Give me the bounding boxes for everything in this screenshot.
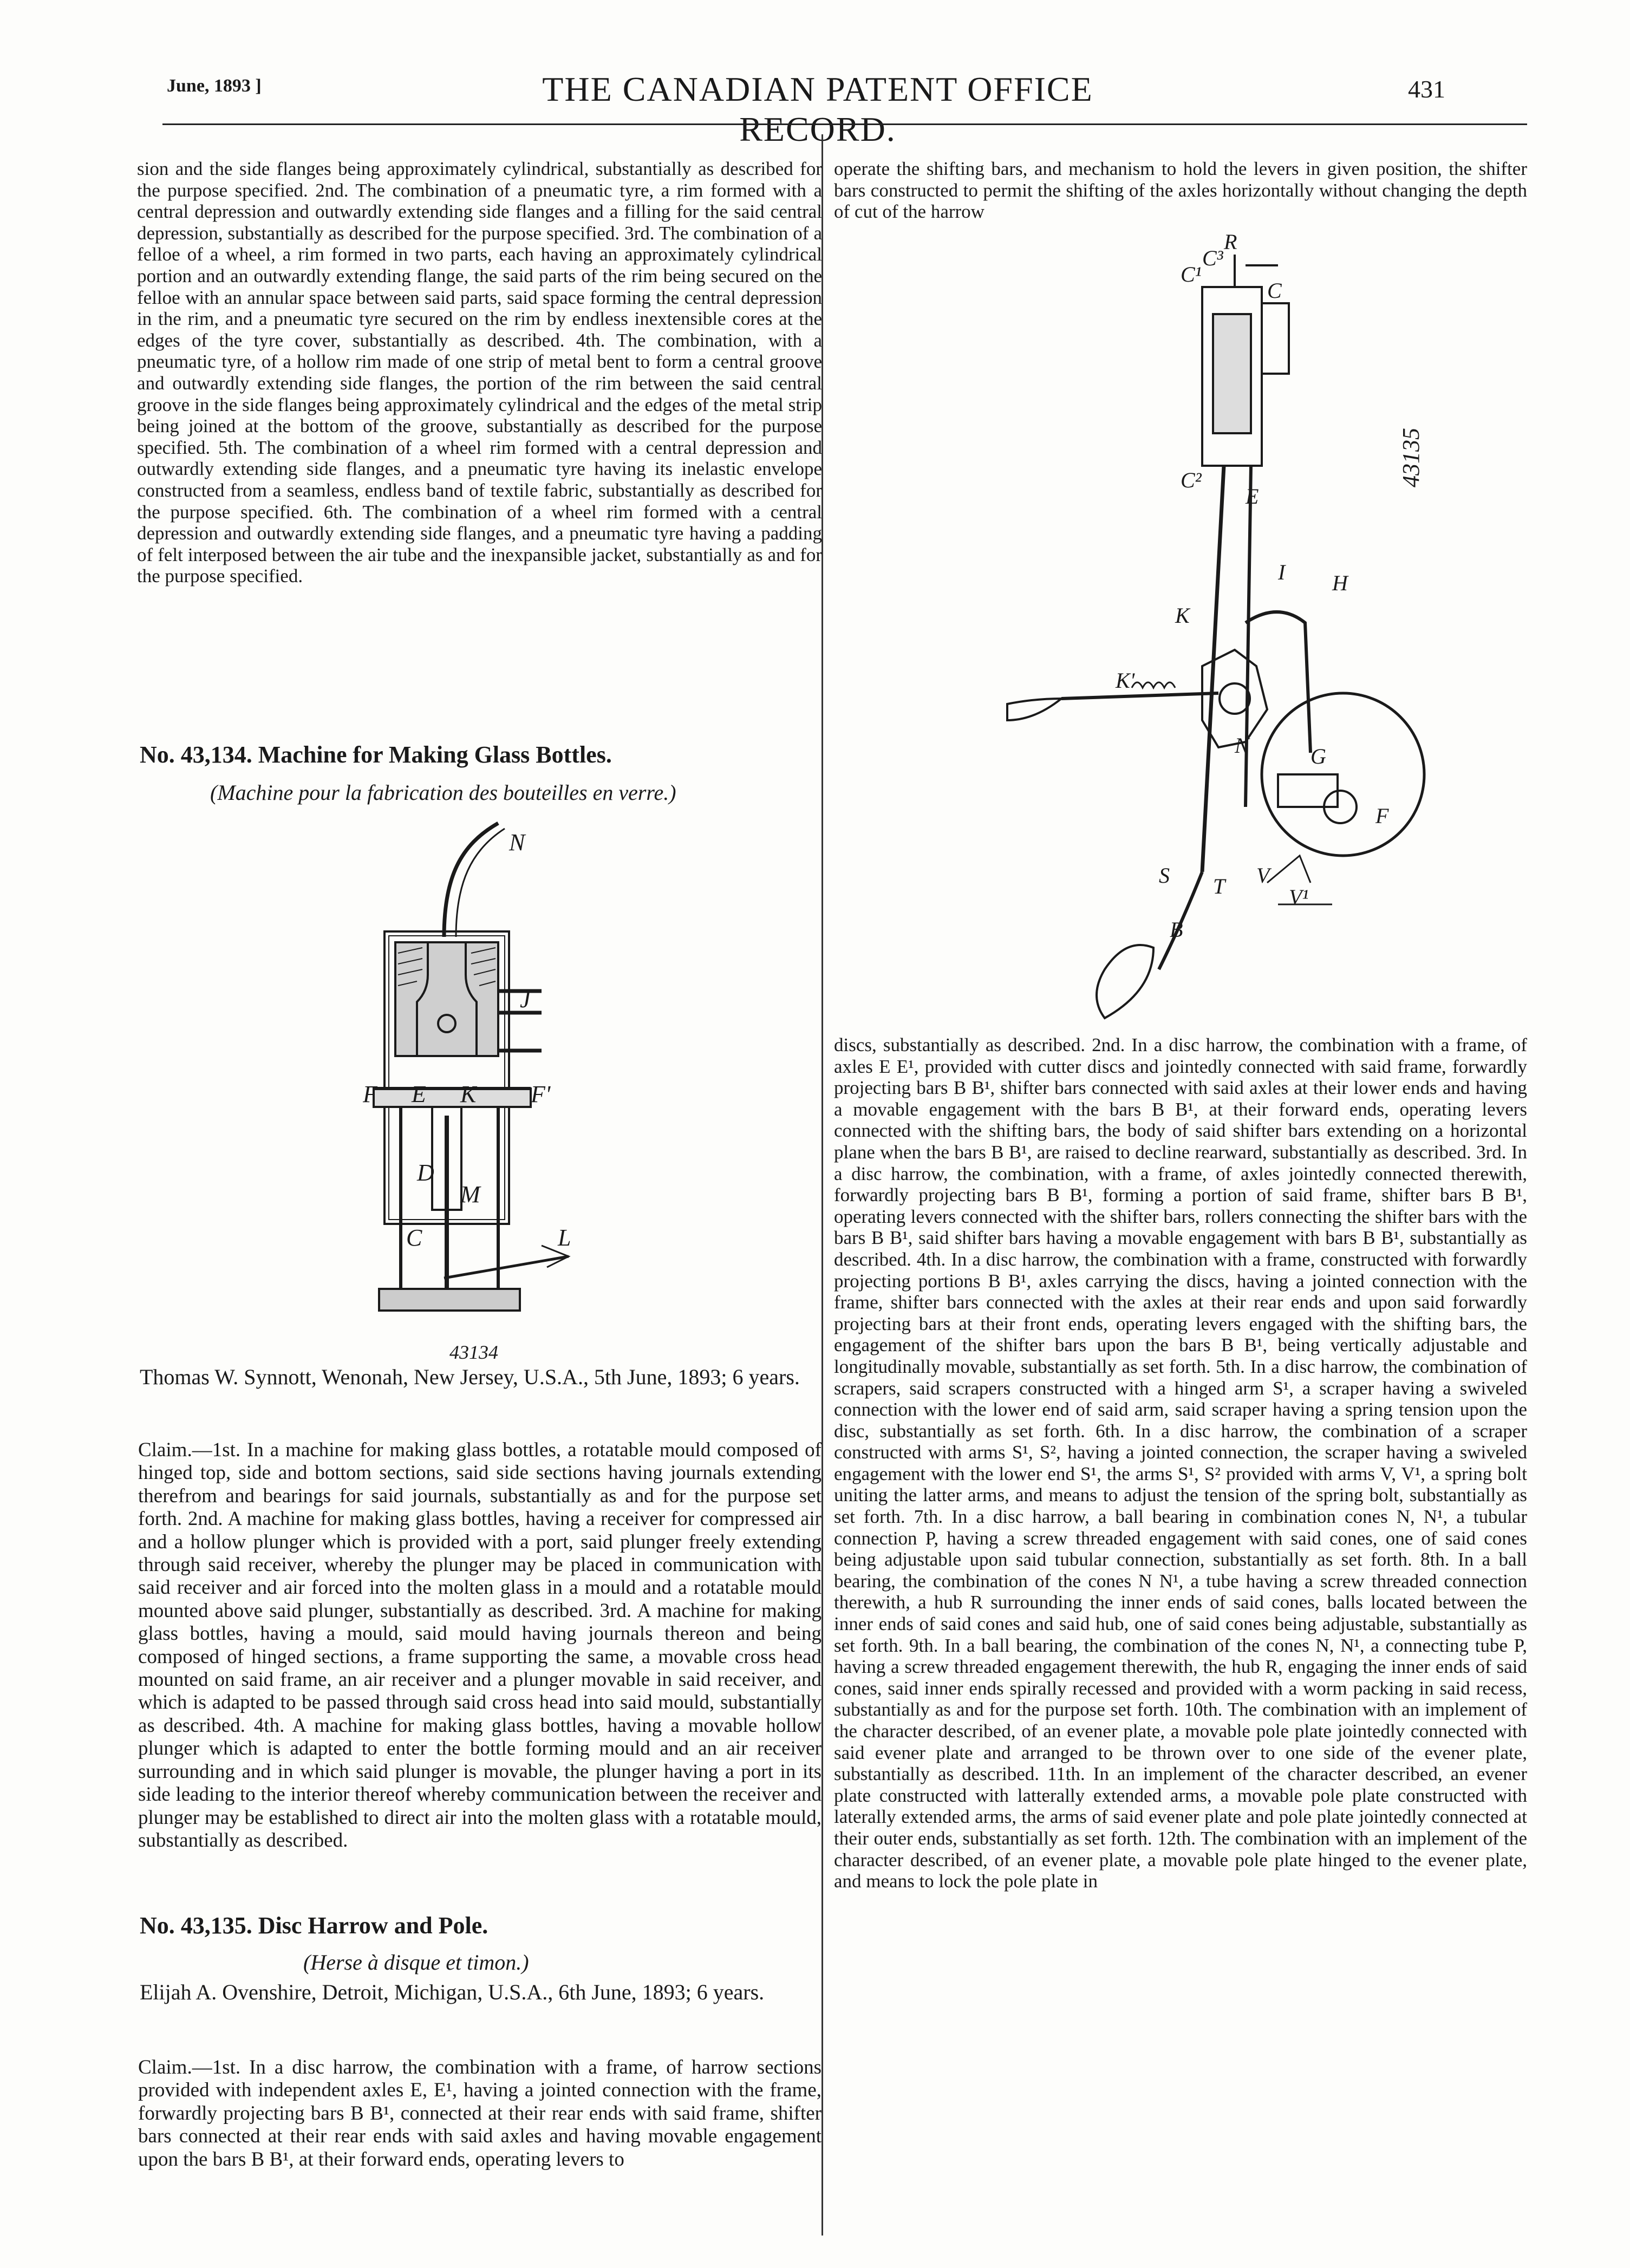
fig2-label-n: N — [1235, 733, 1249, 758]
fig2-label-k1: K' — [1116, 668, 1135, 693]
figure-caption-43135: 43135 — [1398, 428, 1424, 487]
fig-label-f: F — [363, 1081, 377, 1107]
fig-label-m: M — [460, 1181, 480, 1208]
right-continued-text: operate the shifting bars, and mechanism to hold the levers in given position, the shifter bars constructed to permit the shifting of the axles horizontally without changing the depth of cut of the harrow — [834, 158, 1527, 223]
figure-caption-43134: 43134 — [449, 1341, 498, 1363]
right-continued-claims — [834, 158, 1527, 223]
disc-harrow-figure — [899, 233, 1440, 1024]
fig2-label-t: T — [1213, 874, 1225, 898]
fig-label-e: E — [412, 1081, 426, 1107]
header-rule — [162, 123, 1527, 125]
page-number: 431 — [1408, 75, 1445, 103]
continued-claims-text: sion and the side flanges being approximately cylindrical, substantially as described for the purpose specified. 2nd. The combination of a pneumatic tyre, a rim formed with a central depression and outwardly extending side flanges and a filling for the said central depression, substantially as described for the purpose specified. 3rd. The combination of a felloe of a wheel, a rim formed in two parts, each having an approximately cylindrical portion and an outwardly extending flange, the said parts of the rim being secured on the felloe with an annular space between said parts, said space forming the central depression in the rim, and a pneumatic tyre secured on the rim by endless inextensible cores at the edges of the tyre cover, substantially as described. 4th. The combination, with a pneumatic tyre, of a hollow rim made of one strip of metal bent to form a central groove and outwardly extending side flanges, the portion of the rim between the said central groove in the side flanges being approximately cylindrical and the edges of the metal strip being joined at the bottom of the groove, substantially as described for the purpose specified. 5th. The combination of a wheel rim formed with a central depression and outwardly extending side flanges, and a pneumatic tyre having its inelastic envelope constructed from a seamless, endless band of textile fabric, substantially as described for the purpose specified. 6th. The combination of a wheel rim formed with a central depression and outwardly extending side flanges, and a pneumatic tyre having a padding of felt interposed between the air tube and the inexpansible jacket, substantially as and for the purpose specified. — [137, 158, 822, 587]
inventor-43135: Elijah A. Ovenshire, Detroit, Michigan, U.S.A., 6th June, 1893; 6 years. — [140, 1980, 765, 2004]
fig2-label-v1: V¹ — [1289, 885, 1309, 909]
patent-43134-heading: No. 43,134. Machine for Making Glass Bottles. — [140, 741, 612, 768]
publication-title: THE CANADIAN PATENT OFFICE RECORD. — [542, 70, 1093, 148]
fig2-label-v: V — [1256, 863, 1270, 888]
fig-label-j: J — [520, 986, 531, 1013]
fig2-label-c3: C³ — [1202, 246, 1223, 270]
fig2-label-b: B — [1170, 917, 1183, 942]
fig2-label-r: R — [1224, 233, 1237, 254]
fig2-label-c1: C¹ — [1181, 262, 1202, 286]
fig2-label-g: G — [1310, 744, 1326, 768]
claims-43134-text: Claim.—1st. In a machine for making glass bottles, a rotatable mould composed of hinged top, side and bottom sections, said side sections having journals extending therefrom and bearings for said journals, substantially as and for the purpose set forth. 2nd. A machine for making glass bottles, having a receiver for compressed air and a hollow plunger which is provided with a port, said plunger freely extending through said receiver, whereby the plunger may be placed in communication with said receiver and air forced into the molten glass in a mould and a rotatable mould mounted above said plunger, substantially as described. 3rd. A machine for making glass bottles, having a mould, said mould having journals thereon and being composed of hinged sections, a frame supporting the same, a movable cross head mounted on said frame, an air receiver and a plunger movable in said receiver, and which is adapted to be passed through said cross head into said mould, substantially as described. 4th. A machine for making glass bottles, having a movable hollow plunger which is adapted to enter the bottle forming mould and an air receiver surrounding and in which said plunger is movable, the plunger having a port in its side leading to the interior thereof whereby communication between the receiver and plunger may be established to direct air into the molten glass with a rotatable mould, substantially as described. — [138, 1439, 821, 1852]
issue-date: June, 1893 ] — [167, 76, 262, 96]
fig2-label-h: H — [1332, 571, 1348, 595]
fig2-label-e: E — [1246, 484, 1259, 509]
claims-43135-start-text: Claim.—1st. In a disc harrow, the combination with a frame, of harrow sections provided with independent axles E, E¹, having a jointed connection with the frame, forwardly projecting bars B B¹, connected at their rear ends with said frame, shifter bars connected at their rear ends with said axles and having movable engagement upon the bars B B¹, at their forward ends, operating levers to — [138, 2056, 821, 2171]
fig-label-n: N — [509, 829, 525, 856]
fig-label-k: K — [460, 1081, 477, 1107]
patent-43135-subheading: (Herse à disque et timon.) — [303, 1950, 529, 1974]
patent-43134-subheading: (Machine pour la fabrication des bouteilles en verre.) — [210, 780, 676, 805]
fig-label-l: L — [558, 1224, 571, 1251]
fig2-label-i: I — [1278, 560, 1286, 584]
glass-bottle-machine-figure — [363, 812, 590, 1365]
fig-label-d: D — [417, 1159, 434, 1186]
fig2-label-c: C — [1267, 278, 1282, 303]
fig2-label-c2: C² — [1181, 468, 1202, 492]
fig-label-c: C — [406, 1224, 422, 1251]
fig2-label-k: K — [1175, 603, 1190, 628]
claims-43135-start — [138, 2036, 821, 2191]
claims-43134 — [138, 1419, 821, 1872]
right-claims-text: discs, substantially as described. 2nd. In a disc harrow, the combination with a frame, of axles E E¹, provided with cutter discs and jointedly connected with said frame, forwardly projecting bars B B¹, shifter bars connected with said axles at their lower ends and having a movable engagement with the bars B B¹, at their forward ends, operating levers connected with the shifting bars, the body of said shifter bars extending on a horizontal plane when the bars B B¹, are raised to decline rearward, substantially as described. 3rd. In a disc harrow, the combination, with a frame, of axles jointedly connected therewith, forwardly projecting bars B B¹, forming a portion of said frame, shifter bars B B¹, operating levers connected with the shifter bars, rollers connecting the shifter bars with the bars B B¹, said shifter bars having a movable engagement with bars B B¹, substantially as described. 4th. In a disc harrow, the combination with a frame, constructed with forwardly projecting portions B B¹, axles carrying the discs, having a jointed connection with the frame, shifter bars connected with the axles at their rear ends and upon said forwardly projecting bars at their front ends, operating levers engaged with the shifting bars, the engagement of the shifter bars upon the bars B B¹, being vertically adjustable and longitudinally movable, substantially as set forth. 5th. In a disc harrow, the combination of scrapers, said scrapers constructed with a hinged arm S¹, a scraper having a swiveled connection with the lower end of said arm, said scraper having a spring tension upon the disc, substantially as set forth. 6th. In a disc harrow, the combination of a scraper constructed with arms S¹, S², having a jointed connection, the scraper having a swiveled engagement with the lower end S¹, the arms S¹, S² provided with arms V, V¹, a spring bolt uniting the latter arms, and means to adjust the tension of the spring bolt, substantially as set forth. 7th. In a disc harrow, a ball bearing in combination cones N, N¹, a tubular connection P, having a screw threaded engagement with said cones, one of said cones being adjustable upon said tubular connection, substantially as set forth. 8th. In a ball bearing, the combination of the cones N N¹, a tube having a screw threaded connection therewith, a hub R surrounding the inner ends of said cones, balls located between the inner ends of said cones and said hub, one of said cones being adjustable, substantially as set forth. 9th. In a ball bearing, the combination of the cones N, N¹, a connecting tube P, having a screw threaded engagement therewith, the hub R, engaging the inner ends of said cones, said inner ends spirally recessed and provided with a worm packing in said recess, substantially as and for the purpose set forth. 10th. The combination with an implement of the character described, of an evener plate, a movable pole plate jointedly connected with said evener plate and arranged to be thrown over to one side of the evener plate, substantially as described. 11th. In an implement of the character described, an evener plate constructed with latterally extended arms, a movable pole plate constructed with laterally extended arms, the arms of said evener plate and pole plate jointedly connected at their outer ends, substantially as set forth. 12th. The combination with an implement of the character described, of an evener plate, a movable pole plate hinged to the evener plate, and means to lock the pole plate in — [834, 1034, 1527, 1892]
patent-43135-heading: No. 43,135. Disc Harrow and Pole. — [140, 1912, 488, 1939]
right-claims-continued — [834, 1034, 1527, 1892]
fig-label-f1: F' — [531, 1081, 551, 1107]
left-continued-claims — [137, 158, 822, 587]
fig2-label-f: F — [1375, 804, 1389, 828]
inventor-43134: Thomas W. Synnott, Wenonah, New Jersey, U.S.A., 5th June, 1893; 6 years. — [140, 1365, 800, 1389]
fig2-label-s: S — [1159, 863, 1170, 888]
